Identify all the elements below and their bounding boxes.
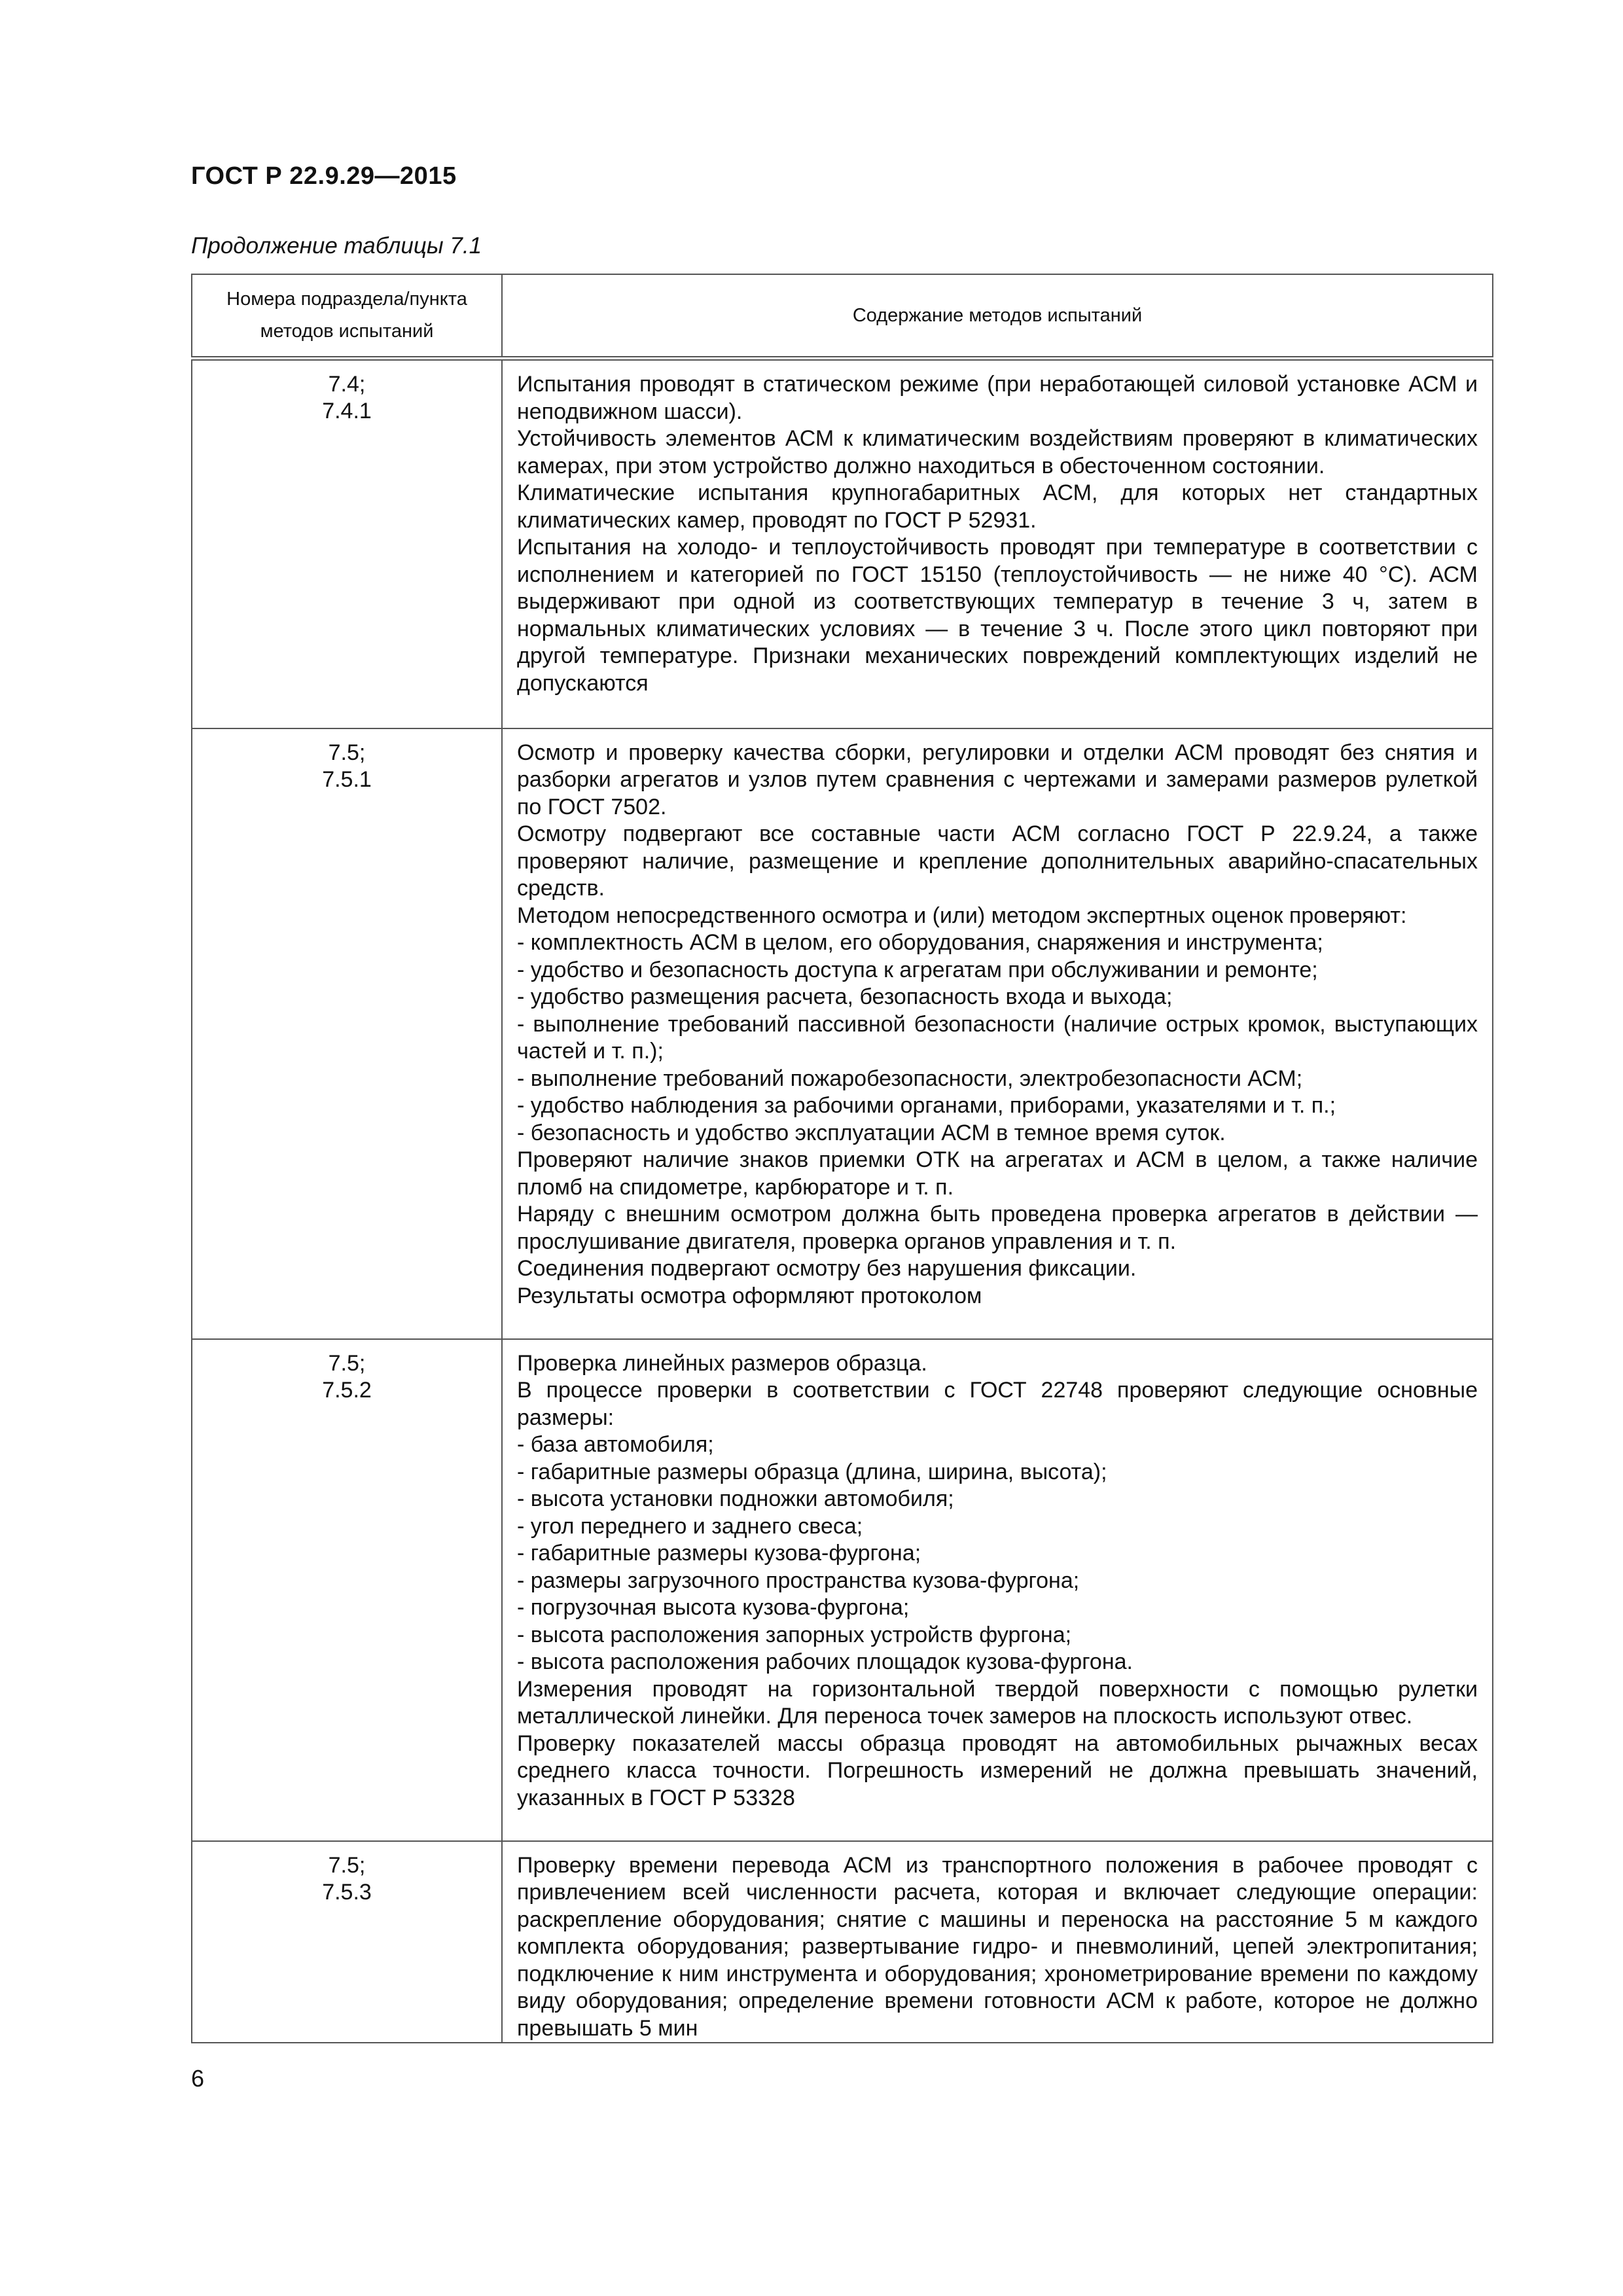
list-item: - удобство размещения расчета, безопасность входа и выхода; bbox=[517, 984, 1173, 1009]
paragraph: Проверяют наличие знаков приемки ОТК на агрегатах и АСМ в целом, а также наличие пломб на спидометре, карбюраторе и т. п. bbox=[517, 1147, 1478, 1200]
paragraph: Проверку времени перевода АСМ из транспортного положения в рабочее проводят с привлечением всей численности расчета, которая и включает следующие операции: раскрепление оборудования; снятие с машины и переноска на расстояние 5 м каждого комплекта оборудования; развертывание гидро- и пневмолиний, цепей электропитания; подключение к ним инструмента и оборудования; хронометрирование времени по каждому виду оборудования; определение времени готовности АСМ к работе, которое не должно превышать 5 мин bbox=[517, 1852, 1478, 2041]
paragraph: Методом непосредственного осмотра и (или) методом экспертных оценок проверяют: bbox=[517, 903, 1407, 928]
row-section-number bbox=[192, 1841, 502, 2043]
paragraph: Результаты осмотра оформляют протоколом bbox=[517, 1283, 982, 1308]
list-item: - комплектность АСМ в целом, его оборудования, снаряжения и инструмента; bbox=[517, 930, 1323, 955]
row-section-number bbox=[192, 359, 502, 728]
list-item: - безопасность и удобство эксплуатации АСМ в темное время суток. bbox=[517, 1120, 1226, 1145]
list-item: - высота расположения рабочих площадок кузова-фургона. bbox=[517, 1649, 1133, 1674]
list-item: - база автомобиля; bbox=[517, 1432, 714, 1457]
list-item: - выполнение требований пожаробезопасности, электробезопасности АСМ; bbox=[517, 1066, 1303, 1091]
paragraph: Испытания проводят в статическом режиме (при неработающей силовой установке АСМ и неподвижном шасси). bbox=[517, 372, 1478, 424]
list-item: - угол переднего и заднего свеса; bbox=[517, 1513, 863, 1539]
methods-table bbox=[191, 274, 1493, 2043]
list-item: - размеры загрузочного пространства кузова-фургона; bbox=[517, 1568, 1080, 1593]
row-section-number bbox=[192, 728, 502, 1339]
list-item: - удобство наблюдения за рабочими органами, приборами, указателями и т. п.; bbox=[517, 1093, 1336, 1118]
list-item: - погрузочная высота кузова-фургона; bbox=[517, 1595, 910, 1620]
page-number: 6 bbox=[191, 2065, 205, 2092]
paragraph: Измерения проводят на горизонтальной твердой поверхности с помощью рулетки металлической линейки. Для переноса точек замеров на плоскость используют отвес. bbox=[517, 1676, 1478, 1729]
paragraph: Осмотру подвергают все составные части АСМ согласно ГОСТ Р 22.9.24, а также проверяют наличие, размещение и крепление дополнительных аварийно-спасательных средств. bbox=[517, 821, 1478, 901]
paragraph: Проверку показателей массы образца проводят на автомобильных рычажных весах среднего класса точности. Погрешность измерений не должна превышать значений, указанных в ГОСТ Р 53328 bbox=[517, 1731, 1478, 1810]
row-content bbox=[502, 1339, 1493, 1841]
paragraph: Устойчивость элементов АСМ к климатическим воздействиям проверяют в климатических камерах, при этом устройство должно находиться в обесточенном состоянии. bbox=[517, 426, 1478, 478]
paragraph: Наряду с внешним осмотром должна быть проведена проверка агрегатов в действии — прослушивание двигателя, проверка органов управления и т. п. bbox=[517, 1202, 1478, 1254]
list-item: - габаритные размеры кузова-фургона; bbox=[517, 1541, 921, 1566]
list-item: - высота установки подножки автомобиля; bbox=[517, 1486, 954, 1511]
table-continuation-caption: Продолжение таблицы 7.1 bbox=[191, 233, 482, 259]
paragraph: Осмотр и проверку качества сборки, регулировки и отделки АСМ проводят без снятия и разборки агрегатов и узлов путем сравнения с чертежами и замерами размеров рулеткой по ГОСТ 7502. bbox=[517, 740, 1478, 819]
list-item: - габаритные размеры образца (длина, ширина, высота); bbox=[517, 1459, 1107, 1484]
section-number: 7.5; bbox=[328, 740, 366, 765]
list-item: - удобство и безопасность доступа к агрегатам при обслуживании и ремонте; bbox=[517, 957, 1318, 982]
table-row bbox=[192, 359, 1493, 728]
clause-number: 7.5.2 bbox=[322, 1377, 372, 1403]
column-header-section-numbers: Номера подраздела/пункта методов испытаний bbox=[192, 274, 502, 359]
list-item: - высота расположения запорных устройств фургона; bbox=[517, 1622, 1072, 1647]
paragraph: Климатические испытания крупногабаритных АСМ, для которых нет стандартных климатических камер, проводят по ГОСТ Р 52931. bbox=[517, 480, 1478, 533]
list-item: - выполнение требований пассивной безопасности (наличие острых кромок, выступающих частей и т. п.); bbox=[517, 1011, 1478, 1064]
clause-number: 7.5.3 bbox=[322, 1879, 372, 1905]
paragraph: Соединения подвергают осмотру без нарушения фиксации. bbox=[517, 1256, 1137, 1281]
column-header-method-content: Содержание методов испытаний bbox=[502, 274, 1493, 359]
document-code: ГОСТ Р 22.9.29—2015 bbox=[191, 162, 457, 190]
section-number: 7.5; bbox=[328, 1852, 366, 1878]
section-number: 7.4; bbox=[328, 372, 366, 397]
table-row bbox=[192, 1841, 1493, 2043]
paragraph: Проверка линейных размеров образца. bbox=[517, 1350, 927, 1376]
paragraph: В процессе проверки в соответствии с ГОСТ 22748 проверяют следующие основные размеры: bbox=[517, 1378, 1478, 1430]
table-header-row bbox=[192, 274, 1493, 359]
row-content bbox=[502, 728, 1493, 1339]
clause-number: 7.5.1 bbox=[322, 766, 372, 792]
paragraph: Испытания на холодо- и теплоустойчивость проводят при температуре в соответствии с исполнением и категорией по ГОСТ 15150 (теплоустойчивость — не ниже 40 °С). АСМ выдерживают при одной из соответствующих температур в течение 3 ч, затем в нормальных климатических условиях — в течение 3 ч. После этого цикл повторяют при другой температуре. Признаки механических повреждений комплектующих изделий не допускаются bbox=[517, 535, 1478, 696]
table-row bbox=[192, 728, 1493, 1339]
row-section-number bbox=[192, 1339, 502, 1841]
section-number: 7.5; bbox=[328, 1350, 366, 1376]
row-content bbox=[502, 359, 1493, 728]
table-row bbox=[192, 1339, 1493, 1841]
row-content bbox=[502, 1841, 1493, 2043]
clause-number: 7.4.1 bbox=[322, 399, 372, 423]
